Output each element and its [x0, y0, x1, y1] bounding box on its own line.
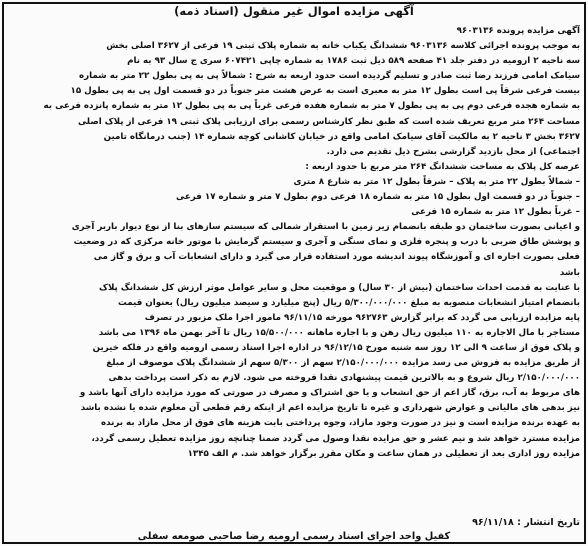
notice-line: مستاجر با مال الاجاره به ۱۱۰ میلیون ریال رهن و با اجاره ماهانه ۱۵/۵۰۰/۰۰۰ ریال تا آخر بهمن ماه ۱۳۹۶ می باشد: [98, 327, 580, 338]
notice-line: بیست فرعی شرقاً پی است بطول ۱۲ متر به معبری است به عرض هشت متر جنوباً در دو قسمت اول پی به پی بطول ۱۵: [70, 86, 580, 97]
publish-date: تاریخ انتشار : ۹۶/۱۱/۱۸: [472, 517, 580, 528]
notice-line: های مربوط به آب، برق، گاز اعم از حق انشعاب و یا حق اشتراک و مصرف در صورتی که مورد مزایده دارای آنها باشد و: [79, 388, 580, 399]
notice-line: باشد: [559, 267, 580, 278]
notice-line: ۲/۱۵۰/۰۰۰/۰۰۰ ریال شروع و به بالاترین قیمت پیشنهادی نقدا فروخته می شود. لازم به ذکر است پرداخت بدهی: [108, 373, 580, 384]
notice-line: عرصه کل پلاک به مساحت ششدانگ ۲۶۴ متر مربع با حدود اربعه :: [305, 161, 580, 172]
notice-line: به عهده برنده مزایده است و نیز در صورت وجود مازاد، وجوه پرداختی بابت هزینه های فوق از محل مازاد به برنده: [100, 418, 580, 429]
notice-line: مساحت ۲۶۴ متر مربع تعریف شده است که طبق نظر کارشناس رسمی برای ارزیابی پلاک ثبتی ۱۹ فرعی از پلاک اصلی: [77, 116, 580, 127]
notice-line: فعلی بصورت اجاره ای و آموزشگاه پیوند اندیشه مورد استفاده قرار می گیرد و دارای انشعابات آب و برق و گاز می: [93, 252, 580, 263]
notice-line: و پوشش طاق ضربی با درب و پنجره فلزی و نمای سنگی و آجری و سیستم گرمایش با موتور خانه مرکزی که در وضعیت: [73, 237, 580, 248]
notice-line: مزایده روز اداری بعد از تعطیلی در همان ساعت و مکان مقرر برگزار خواهد شد. م الف ۱۳۴۵: [187, 448, 580, 459]
notice-line: – غرباً بطول ۱۲ متر به شماره ۱۵ فرعی: [411, 207, 580, 218]
notice-line: نیز بدهی های مالیاتی و عوارض شهرداری و غیره تا تاریخ مزایده اعم از اینکه رقم قطعی آن معلوم شده یا نشده باشد: [80, 403, 580, 414]
notice-line: اجتماعی) از محل بازدید گزارشی بشرح ذیل تقدیم می دارد.: [326, 146, 580, 157]
notice-line: سه ناحیه ۲ ارومیه در دفتر جلد ۴۱ صفحه ۵۸۹ ذیل ثبت ۱۷۸۶ به شماره چاپی ۶۰۷۴۲۱ سری ج سال ۹۳ به نام: [127, 56, 580, 67]
notice-line: – جنوباً در دو قسمت اول بطول ۱۵ متر به شماره ۱۸ فرعی دوم بطول ۷ متر و شماره ۱۷ فرعی: [176, 192, 580, 203]
notice-line: آگهی مزایده پرونده ۹۶۰۳۱۳۶: [456, 26, 580, 36]
notice-line: به شماره هجده فرعی دوم پی به پی بطول ۷ متر به شماره هفده فرعی غرباً پی به پی بطول ۱۲ متر به شماره پانزده فرعی به: [43, 101, 580, 112]
notice-line: مزایده مسترد خواهد شد و نیم عشر و حق مزایده نقدا وصول می گردد ضمنا چنانچه روز مزایده تعطیل رسمی گردد،: [91, 433, 580, 444]
notice-line: با عنایت به قدمت احداث ساختمان (بیش از ۳۰ سال) و موقعیت محل و سایر عوامل موثر ارزش کل ششدانگ پلاک: [99, 282, 580, 293]
notice-line: به موجب پرونده اجرائی کلاسه ۹۶۰۳۱۳۶ ششدانگ یکباب خانه به شماره پلاک ثبتی ۱۹ فرعی از ۳۶۲۷ اصلی بخش: [106, 41, 580, 52]
notice-body: [8, 24, 580, 516]
signature-line: کفیل واحد اجرای اسناد رسمی ارومیه رضا صاحبی صومعه سفلی: [137, 531, 451, 542]
notice-line: – شمالاً بطول ۲۲ متر به پلاک – شرقاً بطول ۱۲ متر به شارع ۸ متری: [293, 176, 580, 187]
notice-footer: [8, 516, 580, 544]
notice-line: و اعیانی بصورت ساختمان دو طبقه بانضمام زیر زمین با استقرار شمالی که سیستم سازهای بنا از نوع دیوار باربر آجری: [71, 222, 580, 233]
notice-line: سیامک امامی فرزند رضا ثبت صادر و تسلیم گردیده است حدود اربعه به شرح : شمالاً پی به پی بطول ۲۲ متر به شماره: [78, 71, 580, 82]
notice-line: ۳۶۲۷ بخش ۳ ناحیه ۲ به مالکیت آقای سیامک امامی واقع در خیابان کاشانی کوچه شماره ۱۴ (جنب درمانگاه تامین: [103, 131, 580, 142]
notice-line: بانضمام امتیاز انشعابات منصوبه به مبلغ ۵/۳۰۰/۰۰۰/۰۰۰ ریال (پنج میلیارد و سیصد میلیون ریال) بعنوان قیمت: [118, 297, 580, 308]
notice-title: آگهی مزایده اموال غیر منقول (اسناد ذمه): [174, 4, 414, 18]
notice-line: از طریق مزایده به فروش می رسد مزایده ۲/۱۵۰/۰۰۰/۰۰۰ سهم از ۵/۳۰۰ سهم از ششدانگ پلاک موصوف از مبلغ: [106, 358, 580, 369]
notice-line: و پلاک فوق از ساعت ۹ الی ۱۲ روز سه شنبه مورخ ۹۶/۱۲/۱۵ در اداره اجرا اسناد رسمی ارومیه واقع در فلکه خیرین: [92, 342, 580, 353]
notice-line: پایه مزایده ارزیابی می گردد که برابر گزارش ۹۶۲۷۶۳ مورخه ۹۶/۱۱/۱۵ مامور اجرا ملک مزبور در تصرف: [144, 312, 580, 323]
